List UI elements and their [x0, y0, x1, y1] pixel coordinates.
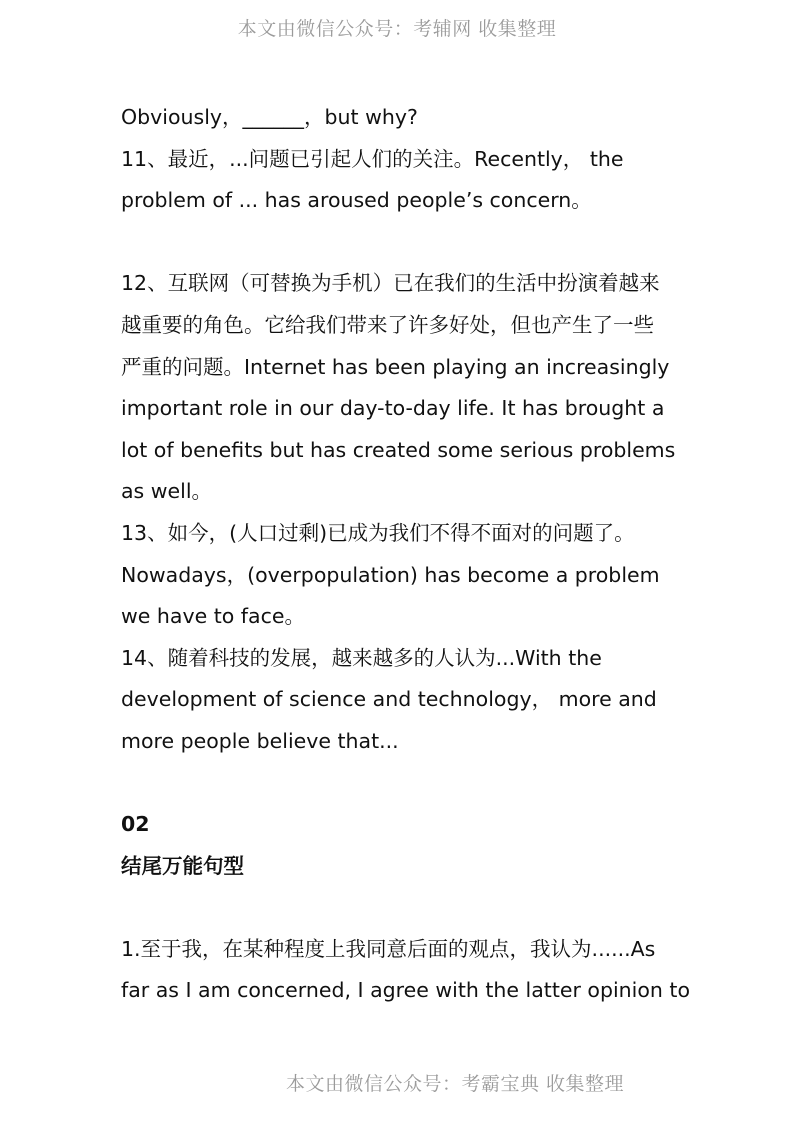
section-number: 02	[121, 812, 150, 837]
spacer	[121, 887, 681, 929]
watermark-top: 本文由微信公众号：考辅网 收集整理	[237, 18, 557, 40]
text-line: 严重的问题。Internet has been playing an increasingly	[121, 354, 670, 379]
spacer	[121, 222, 681, 264]
text-line: Obviously，______，but why?	[121, 105, 418, 129]
spacer	[121, 763, 681, 805]
text-line: 12、互联网（可替换为手机）已在我们的生活中扮演着越来	[121, 271, 660, 296]
text-line: Nowadays，(overpopulation) has become a problem	[121, 562, 660, 587]
watermark-bottom: 本文由微信公众号：考霸宝典 收集整理	[286, 1073, 625, 1095]
section-title: 结尾万能句型	[121, 853, 244, 878]
text-line: 1.至于我，在某种程度上我同意后面的观点，我认为......As	[121, 936, 656, 961]
text-line: problem of ... has aroused people’s concern。	[121, 188, 592, 213]
text-line: far as I am concerned, I agree with the latter opinion to	[121, 978, 690, 1003]
text-line: 14、随着科技的发展，越来越多的人认为...With the	[121, 645, 602, 670]
text-line: 13、如今，(人口过剩)已成为我们不得不面对的问题了。	[121, 520, 635, 545]
text-line: we have to face。	[121, 604, 305, 629]
text-line: more people believe that...	[121, 728, 399, 753]
text-line: as well。	[121, 479, 213, 504]
text-line: lot of benefits but has created some serious problems	[121, 437, 676, 462]
text-line: 11、最近，...问题已引起人们的关注。Recently， the	[121, 146, 624, 171]
text-line: important role in our day-to-day life. It has brought a	[121, 396, 665, 421]
text-line: development of science and technology， more and	[121, 687, 657, 712]
document-body	[121, 97, 690, 1012]
text-line: 越重要的角色。它给我们带来了许多好处，但也产生了一些	[121, 312, 654, 337]
